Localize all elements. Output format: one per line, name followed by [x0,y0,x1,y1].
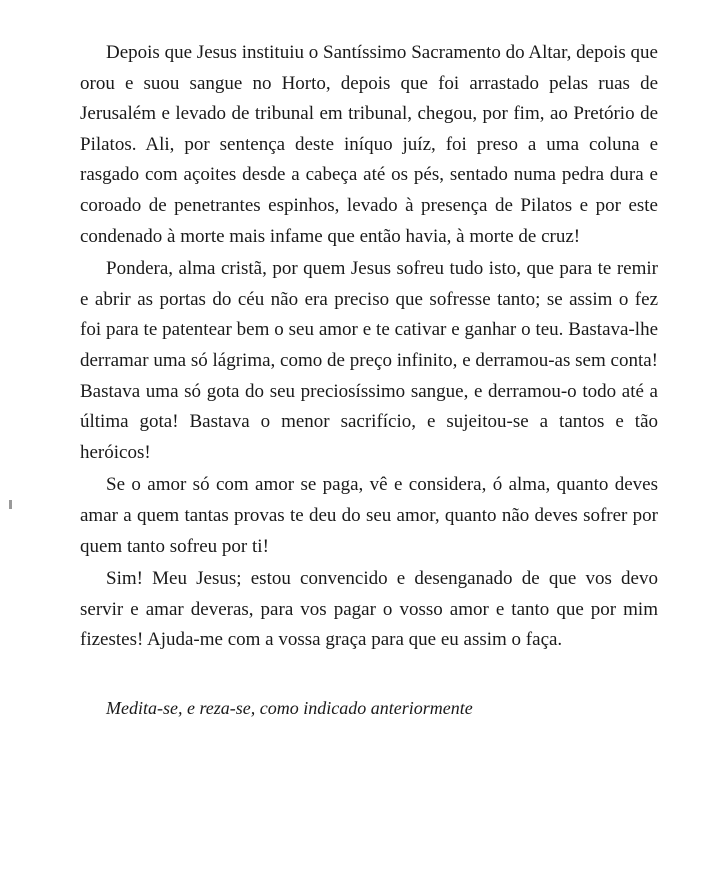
paragraph-1: Depois que Jesus instituiu o Santíssimo Sacramento do Altar, depois que orou e suou sangue no Horto, depois que foi arrastado pelas ruas de Jerusalém e levado de tribunal em tribunal, chegou, por fim, ao Pretório de Pilatos. Ali, por sentença deste iníquo juíz, foi preso a uma coluna e rasgado com açoites desde a cabeça até os pés, sentado numa pedra dura e coroado de penetrantes espinhos, levado à presença de Pilatos e por este condenado à morte mais infame que então havia, à morte de cruz! [80,42,658,247]
paragraph-3: Se o amor só com amor se paga, vê e considera, ó alma, quanto deves amar a quem tantas provas te deu do seu amor, quanto não deves sofrer por quem tanto sofreu por ti! [80,474,658,557]
footer-note: Medita-se, e reza-se, como indicado anteriormente [106,697,473,718]
page-body [80,38,658,720]
paragraph-4: Sim! Meu Jesus; estou convencido e desenganado de que vos devo servir e amar deveras, para vos pagar o vosso amor e tanto que por mim fizestes! Ajuda-me com a vossa graça para que eu assim o faça. [80,568,658,651]
paragraph-2: Pondera, alma cristã, por quem Jesus sofreu tudo isto, que para te remir e abrir as portas do céu não era preciso que sofresse tanto; se assim o fez foi para te patentear bem o seu amor e te cativar e ganhar o teu. Bastava-lhe derramar uma só lágrima, como de preço infinito, e derramou-as sem conta! Bastava uma só gota do seu preciosíssimo sangue, e derramou-o todo até a última gota! Bastava o menor sacrifício, e sujeitou-se a tantos e tão heróicos! [80,258,658,463]
margin-mark [9,500,12,509]
